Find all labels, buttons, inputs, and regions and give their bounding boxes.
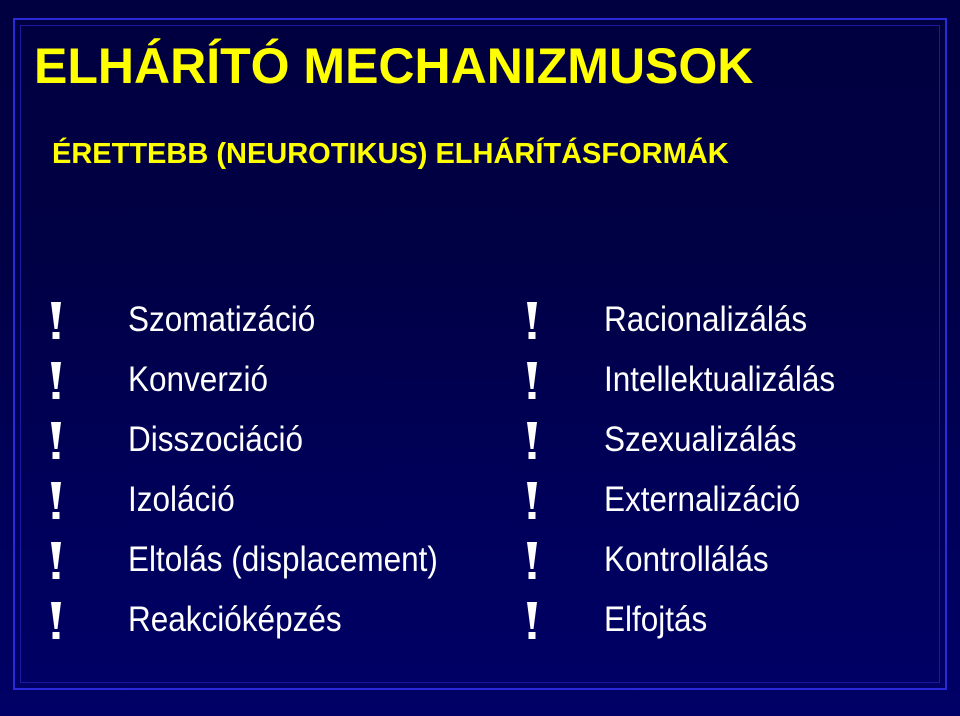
list-item-label: Szomatizáció <box>128 300 316 339</box>
list-item <box>522 470 861 530</box>
list-item-label: Konverzió <box>128 360 269 399</box>
exclamation-bullet-icon <box>522 479 542 521</box>
list-item <box>522 290 861 350</box>
list-item <box>46 410 472 470</box>
exclamation-bullet-icon <box>46 299 66 341</box>
list-item-label: Szexualizálás <box>604 420 797 459</box>
list-item-label: Racionalizálás <box>604 300 808 339</box>
exclamation-bullet-icon <box>522 299 542 341</box>
list-item-label: Disszociáció <box>128 420 304 459</box>
list-item-label: Reakcióképzés <box>128 600 342 639</box>
exclamation-bullet-icon <box>46 599 66 641</box>
exclamation-bullet-icon <box>46 359 66 401</box>
list-item <box>522 530 861 590</box>
right-column-list <box>522 290 861 650</box>
list-item <box>522 350 861 410</box>
list-item <box>46 470 472 530</box>
list-item <box>522 410 861 470</box>
exclamation-bullet-icon <box>46 539 66 581</box>
list-item-label: Kontrollálás <box>604 540 769 579</box>
list-item-label: Izoláció <box>128 480 235 519</box>
list-item <box>46 290 472 350</box>
slide-subtitle: ÉRETTEBB (NEUROTIKUS) ELHÁRÍTÁSFORMÁK <box>52 138 729 170</box>
exclamation-bullet-icon <box>522 599 542 641</box>
list-item-label: Eltolás (displacement) <box>128 540 438 579</box>
list-item-label: Externalizáció <box>604 480 801 519</box>
list-item <box>522 590 861 650</box>
list-item <box>46 350 472 410</box>
exclamation-bullet-icon <box>522 359 542 401</box>
exclamation-bullet-icon <box>46 419 66 461</box>
list-item <box>46 590 472 650</box>
list-item-label: Elfojtás <box>604 600 708 639</box>
list-item-label: Intellektualizálás <box>604 360 836 399</box>
exclamation-bullet-icon <box>522 419 542 461</box>
slide-title: ELHÁRÍTÓ MECHANIZMUSOK <box>34 38 754 94</box>
left-column-list <box>46 290 472 650</box>
list-item <box>46 530 472 590</box>
exclamation-bullet-icon <box>46 479 66 521</box>
exclamation-bullet-icon <box>522 539 542 581</box>
